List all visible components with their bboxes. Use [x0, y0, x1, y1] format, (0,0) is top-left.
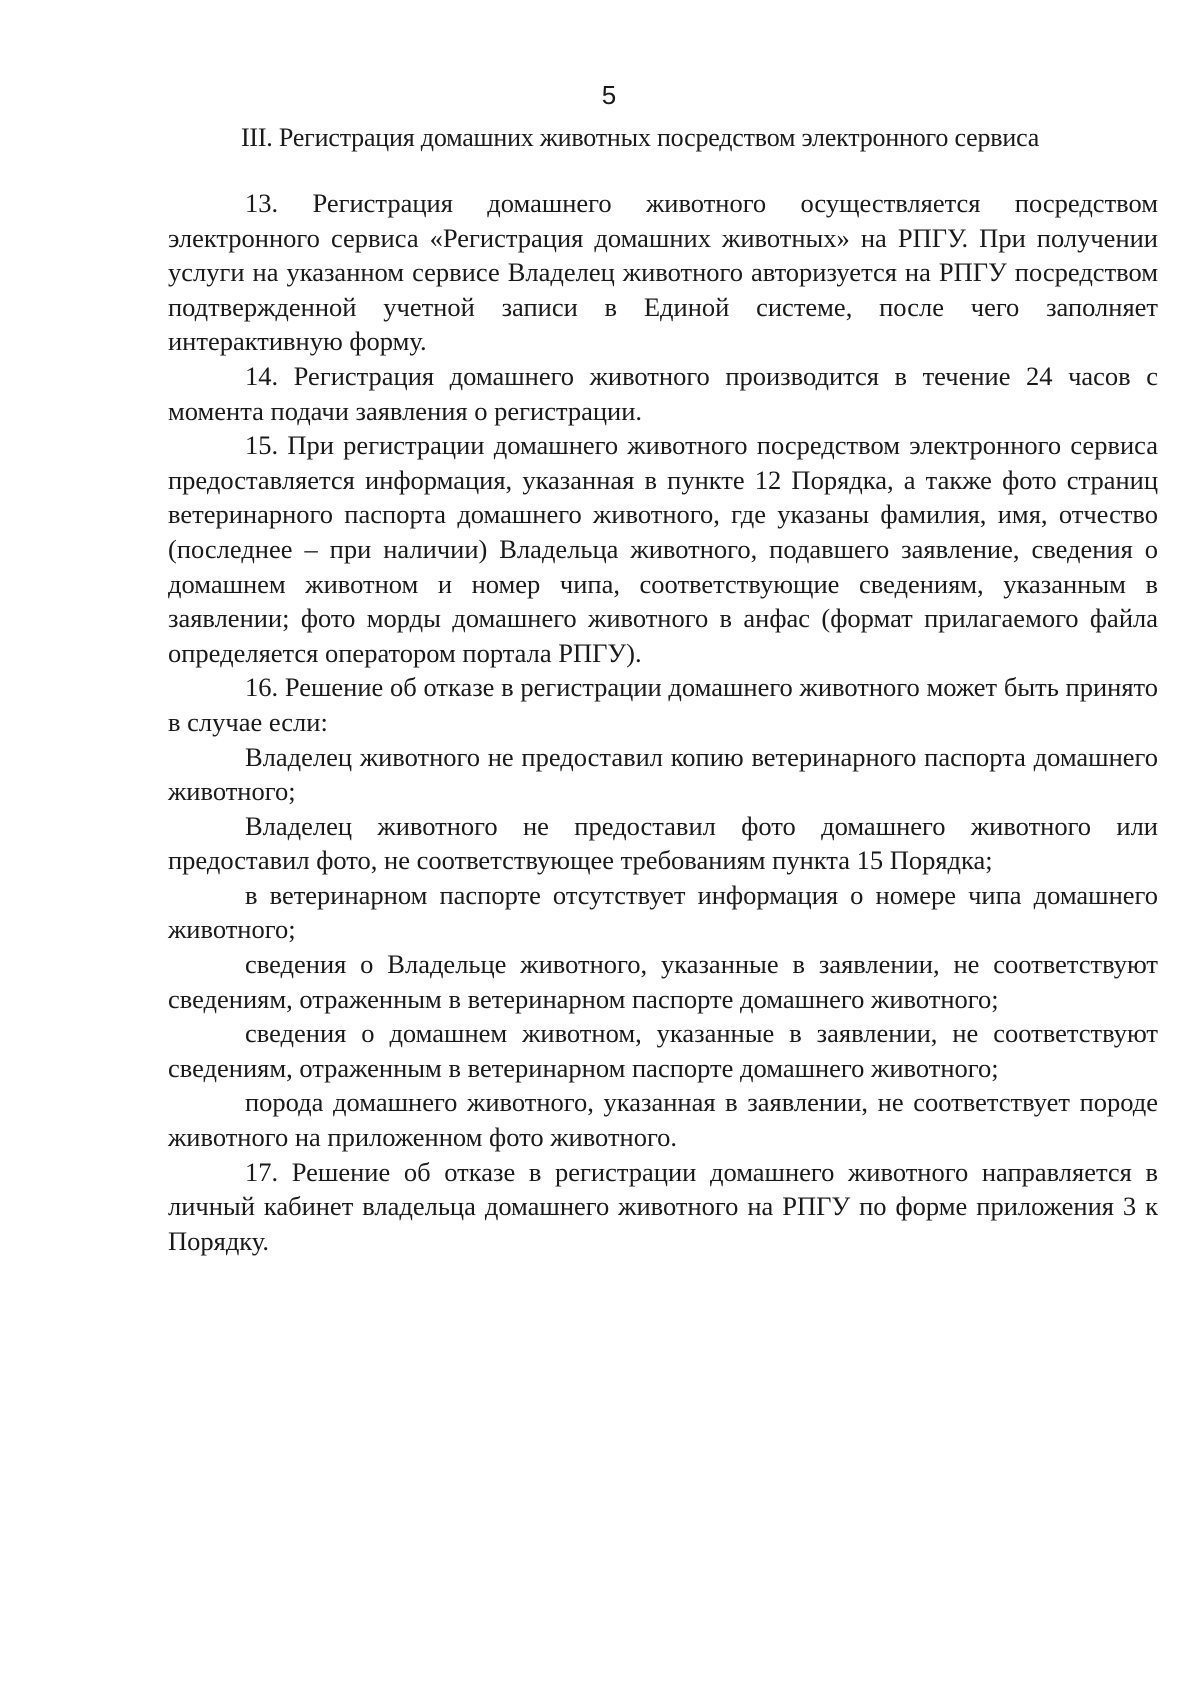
page-number: 5 [601, 80, 617, 110]
document-body [168, 186, 1158, 1258]
section-heading: III. Регистрация домашних животных посредством электронного сервиса [240, 123, 1040, 152]
refusal-ground-owner-mismatch: сведения о Владельце животного, указанные в заявлении, не соответствуют сведениям, отраженным в ветеринарном паспорте домашнего животного; [168, 949, 1158, 1014]
refusal-ground-breed-mismatch: порода домашнего животного, указанная в заявлении, не соответствует породе животного на приложенном фото животного. [168, 1087, 1158, 1153]
refusal-ground-no-chip-info: в ветеринарном паспорте отсутствует информация о номере чипа домашнего животного; [168, 879, 1158, 945]
paragraph-14: 14. Регистрация домашнего животного производится в течение 24 часов с момента подачи заявления о регистрации. [168, 360, 1158, 426]
refusal-ground-animal-mismatch: сведения о домашнем животном, указанные в заявлении, не соответствуют сведениям, отраженным в ветеринарном паспорте домашнего животного; [168, 1018, 1158, 1083]
paragraph-16: 16. Решение об отказе в регистрации домашнего животного может быть принято в случае если: [168, 672, 1158, 737]
refusal-ground-no-photo: Владелец животного не предоставил фото домашнего животного или предоставил фото, не соответствующее требованиям пункта 15 Порядка; [168, 810, 1158, 876]
refusal-ground-no-passport-copy: Владелец животного не предоставил копию ветеринарного паспорта домашнего животного; [168, 741, 1158, 807]
paragraph-17: 17. Решение об отказе в регистрации домашнего животного направляется в личный кабинет владельца домашнего животного на РПГУ по форме приложения 3 к Порядку. [168, 1156, 1158, 1256]
paragraph-13: 13. Регистрация домашнего животного осуществляется посредством электронного сервиса «Регистрация домашних животных» на РПГУ. При получении услуги на указанном сервисе Владелец животного авторизуется на РПГУ посредством подтвержденной учетной записи в Единой системе, после чего заполняет интерактивную форму. [168, 188, 1158, 357]
paragraph-15: 15. При регистрации домашнего животного посредством электронного сервиса предоставляется информация, указанная в пункте 12 Порядка, а также фото страниц ветеринарного паспорта домашнего животного, где указаны фамилия, имя, отчество (последнее – при наличии) Владельца животного, подавшего заявление, сведения о домашнем животном и номер чипа, соответствующие сведениям, указанным в заявлении; фото морды домашнего животного в анфас (формат прилагаемого файла определяется оператором портала РПГУ). [168, 430, 1158, 668]
